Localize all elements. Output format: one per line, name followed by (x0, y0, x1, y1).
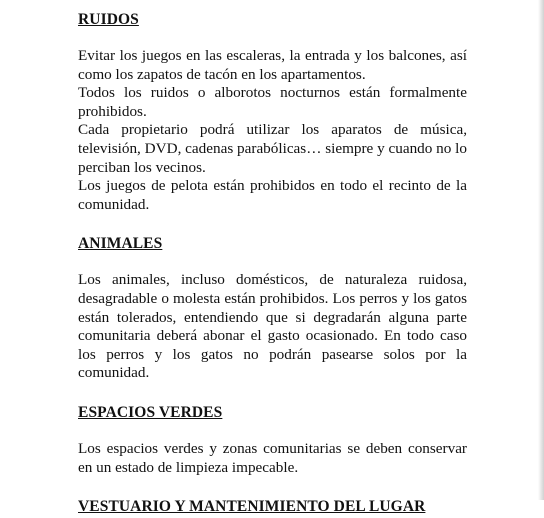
document-content (78, 9, 467, 518)
section-heading-ruidos: RUIDOS (78, 11, 139, 28)
paragraph-ruidos-1: Evitar los juegos en las escaleras, la entrada y los balcones, así como los zapatos de tacón en los apartamentos. (78, 47, 467, 83)
paragraph-ruidos-4: Los juegos de pelota están prohibidos en todo el recinto de la comunidad. (78, 177, 467, 213)
section-heading-animales: ANIMALES (78, 235, 163, 253)
section-heading-vestuario: VESTUARIO Y MANTENIMIENTO DEL LUGAR (78, 498, 426, 516)
page-edge-shadow (538, 0, 544, 500)
section-heading-espacios-verdes: ESPACIOS VERDES (78, 403, 223, 421)
paragraph-ruidos-2: Todos los ruidos o alborotos nocturnos están formalmente prohibidos. (78, 84, 467, 120)
paragraph-espacios-verdes-1: Los espacios verdes y zonas comunitarias se deben conservar en un estado de limpieza impecable. (78, 439, 467, 476)
paragraph-ruidos-3: Cada propietario podrá utilizar los aparatos de música, televisión, DVD, cadenas parabólicas… siempre y cuando no lo perciban los vecinos. (78, 121, 467, 176)
paragraph-animales-1: Los animales, incluso domésticos, de naturaleza ruidosa, desagradable o molesta están prohibidos. Los perros y los gatos están tolerados, entendiendo que si degradarán alguna parte comunitaria deberá abonar el gasto ocasionado. En todo caso los perros y los gatos no podrán pasearse solos por la comunidad. (78, 271, 467, 382)
